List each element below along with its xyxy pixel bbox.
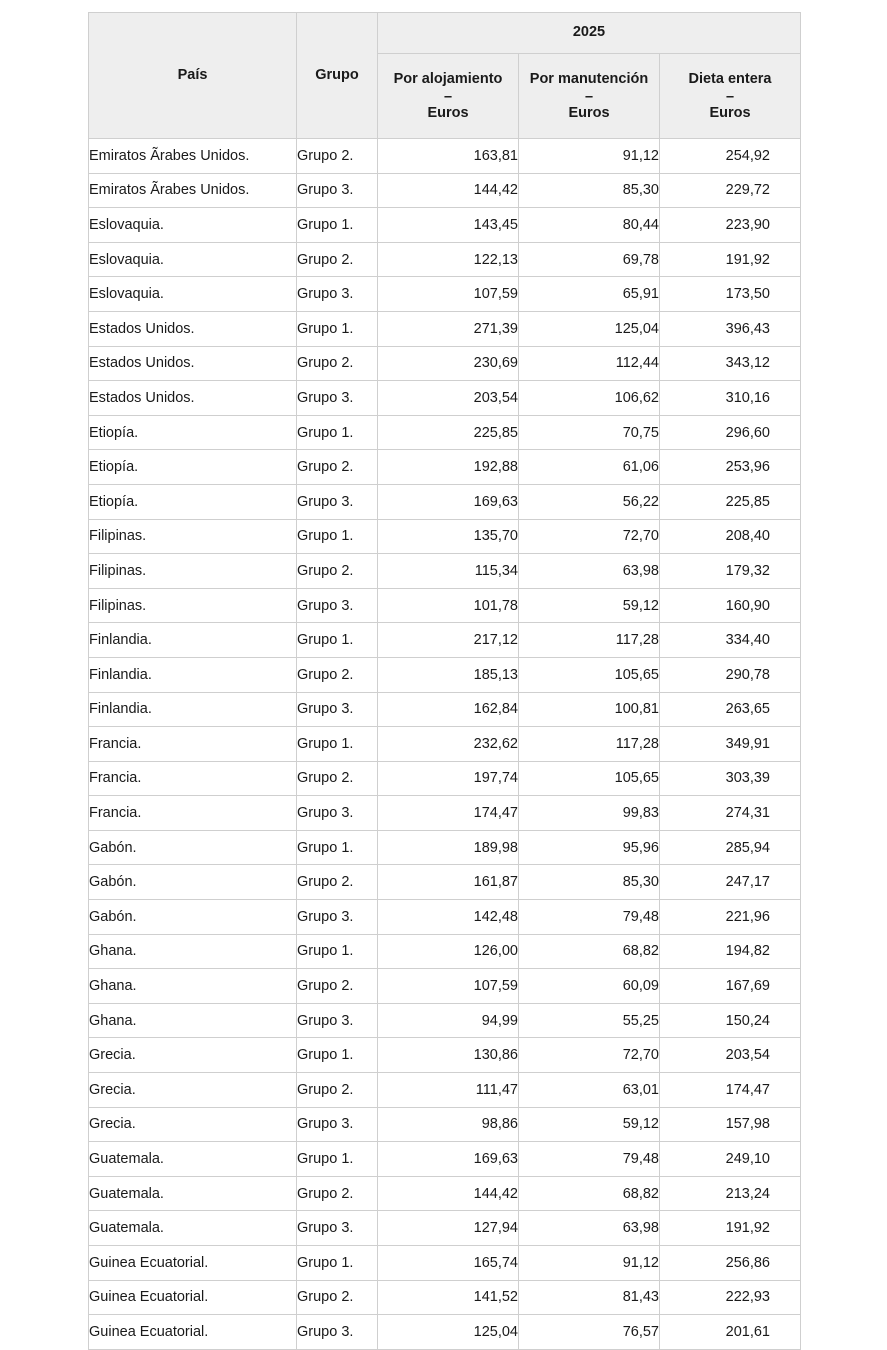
cell-full-diet: 396,43 — [660, 311, 801, 346]
cell-group: Grupo 3. — [297, 173, 378, 208]
table-row — [89, 381, 801, 416]
cell-group: Grupo 2. — [297, 346, 378, 381]
column-header-maintenance-label: Por manutención — [529, 71, 649, 88]
cell-full-diet: 274,31 — [660, 796, 801, 831]
cell-country: Finlandia. — [89, 623, 297, 658]
cell-full-diet: 349,91 — [660, 727, 801, 762]
cell-maintenance: 95,96 — [519, 830, 660, 865]
cell-full-diet: 253,96 — [660, 450, 801, 485]
cell-maintenance: 69,78 — [519, 242, 660, 277]
cell-lodging: 185,13 — [378, 657, 519, 692]
cell-country: Etiopía. — [89, 450, 297, 485]
cell-full-diet: 254,92 — [660, 139, 801, 174]
cell-lodging: 232,62 — [378, 727, 519, 762]
cell-full-diet: 222,93 — [660, 1280, 801, 1315]
cell-country: Ghana. — [89, 934, 297, 969]
cell-full-diet: 208,40 — [660, 519, 801, 554]
cell-country: Filipinas. — [89, 519, 297, 554]
cell-lodging: 161,87 — [378, 865, 519, 900]
cell-full-diet: 191,92 — [660, 242, 801, 277]
table-row — [89, 484, 801, 519]
rates-table-container — [88, 12, 801, 1350]
table-row — [89, 588, 801, 623]
cell-country: Estados Unidos. — [89, 381, 297, 416]
cell-maintenance: 112,44 — [519, 346, 660, 381]
cell-country: Guinea Ecuatorial. — [89, 1315, 297, 1350]
cell-lodging: 217,12 — [378, 623, 519, 658]
table-row — [89, 346, 801, 381]
cell-country: Francia. — [89, 727, 297, 762]
cell-maintenance: 100,81 — [519, 692, 660, 727]
cell-full-diet: 203,54 — [660, 1038, 801, 1073]
cell-lodging: 144,42 — [378, 1176, 519, 1211]
table-row — [89, 208, 801, 243]
table-row — [89, 415, 801, 450]
cell-full-diet: 310,16 — [660, 381, 801, 416]
cell-country: Guatemala. — [89, 1211, 297, 1246]
table-row — [89, 1246, 801, 1281]
cell-country: Guatemala. — [89, 1142, 297, 1177]
cell-maintenance: 79,48 — [519, 1142, 660, 1177]
cell-group: Grupo 2. — [297, 139, 378, 174]
per-diem-rates-table — [88, 12, 801, 1350]
cell-group: Grupo 3. — [297, 484, 378, 519]
cell-country: Gabón. — [89, 900, 297, 935]
cell-full-diet: 223,90 — [660, 208, 801, 243]
cell-country: Guinea Ecuatorial. — [89, 1280, 297, 1315]
cell-full-diet: 334,40 — [660, 623, 801, 658]
cell-maintenance: 125,04 — [519, 311, 660, 346]
cell-country: Francia. — [89, 761, 297, 796]
cell-group: Grupo 2. — [297, 1176, 378, 1211]
cell-lodging: 107,59 — [378, 277, 519, 312]
cell-lodging: 111,47 — [378, 1073, 519, 1108]
cell-country: Eslovaquia. — [89, 208, 297, 243]
column-header-full-diet-currency: Euros — [709, 104, 751, 121]
table-row — [89, 830, 801, 865]
cell-maintenance: 59,12 — [519, 588, 660, 623]
cell-lodging: 115,34 — [378, 554, 519, 589]
cell-country: Finlandia. — [89, 692, 297, 727]
cell-full-diet: 263,65 — [660, 692, 801, 727]
cell-lodging: 130,86 — [378, 1038, 519, 1073]
cell-country: Gabón. — [89, 865, 297, 900]
table-head — [89, 13, 801, 139]
table-row — [89, 1038, 801, 1073]
cell-full-diet: 213,24 — [660, 1176, 801, 1211]
table-row — [89, 1176, 801, 1211]
cell-maintenance: 63,98 — [519, 554, 660, 589]
cell-maintenance: 85,30 — [519, 173, 660, 208]
table-row — [89, 657, 801, 692]
cell-country: Filipinas. — [89, 588, 297, 623]
cell-group: Grupo 2. — [297, 865, 378, 900]
cell-group: Grupo 1. — [297, 311, 378, 346]
cell-maintenance: 65,91 — [519, 277, 660, 312]
cell-group: Grupo 3. — [297, 692, 378, 727]
cell-group: Grupo 1. — [297, 727, 378, 762]
cell-lodging: 162,84 — [378, 692, 519, 727]
cell-full-diet: 285,94 — [660, 830, 801, 865]
cell-group: Grupo 2. — [297, 450, 378, 485]
table-row — [89, 1142, 801, 1177]
cell-group: Grupo 3. — [297, 900, 378, 935]
cell-group: Grupo 3. — [297, 796, 378, 831]
cell-lodging: 101,78 — [378, 588, 519, 623]
cell-lodging: 189,98 — [378, 830, 519, 865]
table-row — [89, 277, 801, 312]
cell-maintenance: 81,43 — [519, 1280, 660, 1315]
cell-maintenance: 55,25 — [519, 1003, 660, 1038]
cell-country: Eslovaquia. — [89, 277, 297, 312]
table-row — [89, 1280, 801, 1315]
cell-country: Etiopía. — [89, 484, 297, 519]
cell-group: Grupo 1. — [297, 208, 378, 243]
cell-maintenance: 105,65 — [519, 657, 660, 692]
table-row — [89, 727, 801, 762]
cell-lodging: 203,54 — [378, 381, 519, 416]
cell-group: Grupo 3. — [297, 588, 378, 623]
cell-full-diet: 225,85 — [660, 484, 801, 519]
table-row — [89, 1003, 801, 1038]
cell-group: Grupo 1. — [297, 830, 378, 865]
cell-country: Grecia. — [89, 1107, 297, 1142]
table-row — [89, 450, 801, 485]
cell-full-diet: 249,10 — [660, 1142, 801, 1177]
column-header-full-diet-dash: – — [725, 88, 735, 105]
cell-maintenance: 117,28 — [519, 727, 660, 762]
column-header-maintenance-currency: Euros — [568, 104, 610, 121]
cell-full-diet: 290,78 — [660, 657, 801, 692]
table-row — [89, 865, 801, 900]
cell-full-diet: 157,98 — [660, 1107, 801, 1142]
cell-group: Grupo 1. — [297, 1246, 378, 1281]
table-row — [89, 554, 801, 589]
cell-country: Grecia. — [89, 1073, 297, 1108]
column-header-lodging-label: Por alojamiento — [393, 71, 503, 88]
cell-group: Grupo 3. — [297, 1107, 378, 1142]
cell-lodging: 141,52 — [378, 1280, 519, 1315]
cell-full-diet: 303,39 — [660, 761, 801, 796]
cell-full-diet: 247,17 — [660, 865, 801, 900]
cell-full-diet: 256,86 — [660, 1246, 801, 1281]
cell-maintenance: 63,01 — [519, 1073, 660, 1108]
cell-lodging: 127,94 — [378, 1211, 519, 1246]
table-row — [89, 969, 801, 1004]
cell-country: Filipinas. — [89, 554, 297, 589]
cell-full-diet: 179,32 — [660, 554, 801, 589]
cell-lodging: 163,81 — [378, 139, 519, 174]
cell-group: Grupo 2. — [297, 1073, 378, 1108]
cell-full-diet: 173,50 — [660, 277, 801, 312]
cell-maintenance: 106,62 — [519, 381, 660, 416]
table-row — [89, 692, 801, 727]
cell-lodging: 230,69 — [378, 346, 519, 381]
table-row — [89, 796, 801, 831]
cell-maintenance: 72,70 — [519, 519, 660, 554]
cell-maintenance: 61,06 — [519, 450, 660, 485]
table-row — [89, 311, 801, 346]
cell-full-diet: 343,12 — [660, 346, 801, 381]
cell-group: Grupo 1. — [297, 1142, 378, 1177]
table-row — [89, 934, 801, 969]
cell-maintenance: 91,12 — [519, 1246, 660, 1281]
cell-full-diet: 201,61 — [660, 1315, 801, 1350]
cell-group: Grupo 2. — [297, 1280, 378, 1315]
cell-group: Grupo 3. — [297, 1003, 378, 1038]
column-header-country: País — [89, 13, 297, 139]
table-row — [89, 623, 801, 658]
cell-maintenance: 85,30 — [519, 865, 660, 900]
cell-maintenance: 99,83 — [519, 796, 660, 831]
cell-full-diet: 167,69 — [660, 969, 801, 1004]
cell-country: Etiopía. — [89, 415, 297, 450]
column-header-year: 2025 — [378, 13, 801, 54]
cell-maintenance: 68,82 — [519, 934, 660, 969]
cell-country: Ghana. — [89, 1003, 297, 1038]
cell-group: Grupo 1. — [297, 415, 378, 450]
cell-lodging: 126,00 — [378, 934, 519, 969]
table-row — [89, 242, 801, 277]
cell-lodging: 165,74 — [378, 1246, 519, 1281]
cell-country: Estados Unidos. — [89, 346, 297, 381]
table-row — [89, 173, 801, 208]
cell-lodging: 192,88 — [378, 450, 519, 485]
cell-maintenance: 72,70 — [519, 1038, 660, 1073]
cell-lodging: 143,45 — [378, 208, 519, 243]
cell-maintenance: 105,65 — [519, 761, 660, 796]
cell-group: Grupo 2. — [297, 554, 378, 589]
cell-country: Francia. — [89, 796, 297, 831]
table-header-row-year — [89, 13, 801, 54]
cell-lodging: 122,13 — [378, 242, 519, 277]
cell-country: Estados Unidos. — [89, 311, 297, 346]
cell-maintenance: 70,75 — [519, 415, 660, 450]
cell-full-diet: 174,47 — [660, 1073, 801, 1108]
cell-maintenance: 117,28 — [519, 623, 660, 658]
column-header-maintenance-dash: – — [584, 88, 594, 105]
cell-lodging: 94,99 — [378, 1003, 519, 1038]
table-row — [89, 761, 801, 796]
table-row — [89, 139, 801, 174]
cell-lodging: 174,47 — [378, 796, 519, 831]
column-header-lodging-dash: – — [443, 88, 453, 105]
cell-group: Grupo 1. — [297, 519, 378, 554]
column-header-full-diet — [660, 54, 801, 139]
column-header-lodging — [378, 54, 519, 139]
cell-country: Emiratos Ãrabes Unidos. — [89, 173, 297, 208]
cell-group: Grupo 2. — [297, 761, 378, 796]
cell-country: Gabón. — [89, 830, 297, 865]
cell-full-diet: 296,60 — [660, 415, 801, 450]
cell-full-diet: 191,92 — [660, 1211, 801, 1246]
cell-lodging: 98,86 — [378, 1107, 519, 1142]
cell-group: Grupo 2. — [297, 242, 378, 277]
cell-lodging: 107,59 — [378, 969, 519, 1004]
cell-lodging: 169,63 — [378, 1142, 519, 1177]
cell-group: Grupo 3. — [297, 1211, 378, 1246]
cell-maintenance: 80,44 — [519, 208, 660, 243]
cell-maintenance: 76,57 — [519, 1315, 660, 1350]
column-header-full-diet-label: Dieta entera — [688, 71, 772, 88]
column-header-group: Grupo — [297, 13, 378, 139]
column-header-lodging-currency: Euros — [427, 104, 469, 121]
cell-country: Finlandia. — [89, 657, 297, 692]
cell-country: Guatemala. — [89, 1176, 297, 1211]
cell-lodging: 197,74 — [378, 761, 519, 796]
cell-country: Ghana. — [89, 969, 297, 1004]
cell-maintenance: 68,82 — [519, 1176, 660, 1211]
cell-maintenance: 60,09 — [519, 969, 660, 1004]
table-body — [89, 139, 801, 1350]
table-row — [89, 900, 801, 935]
table-row — [89, 1073, 801, 1108]
cell-lodging: 271,39 — [378, 311, 519, 346]
cell-group: Grupo 3. — [297, 381, 378, 416]
cell-full-diet: 160,90 — [660, 588, 801, 623]
cell-lodging: 169,63 — [378, 484, 519, 519]
cell-country: Emiratos Ãrabes Unidos. — [89, 139, 297, 174]
cell-group: Grupo 1. — [297, 1038, 378, 1073]
cell-maintenance: 63,98 — [519, 1211, 660, 1246]
table-row — [89, 519, 801, 554]
cell-country: Eslovaquia. — [89, 242, 297, 277]
cell-lodging: 135,70 — [378, 519, 519, 554]
cell-lodging: 144,42 — [378, 173, 519, 208]
cell-group: Grupo 2. — [297, 657, 378, 692]
cell-group: Grupo 3. — [297, 1315, 378, 1350]
cell-maintenance: 79,48 — [519, 900, 660, 935]
column-header-maintenance — [519, 54, 660, 139]
cell-group: Grupo 1. — [297, 934, 378, 969]
cell-maintenance: 59,12 — [519, 1107, 660, 1142]
cell-country: Grecia. — [89, 1038, 297, 1073]
cell-full-diet: 221,96 — [660, 900, 801, 935]
cell-lodging: 125,04 — [378, 1315, 519, 1350]
cell-maintenance: 91,12 — [519, 139, 660, 174]
cell-maintenance: 56,22 — [519, 484, 660, 519]
table-row — [89, 1107, 801, 1142]
cell-lodging: 142,48 — [378, 900, 519, 935]
cell-full-diet: 150,24 — [660, 1003, 801, 1038]
cell-country: Guinea Ecuatorial. — [89, 1246, 297, 1281]
cell-full-diet: 194,82 — [660, 934, 801, 969]
cell-group: Grupo 1. — [297, 623, 378, 658]
cell-full-diet: 229,72 — [660, 173, 801, 208]
table-row — [89, 1211, 801, 1246]
cell-lodging: 225,85 — [378, 415, 519, 450]
cell-group: Grupo 3. — [297, 277, 378, 312]
cell-group: Grupo 2. — [297, 969, 378, 1004]
